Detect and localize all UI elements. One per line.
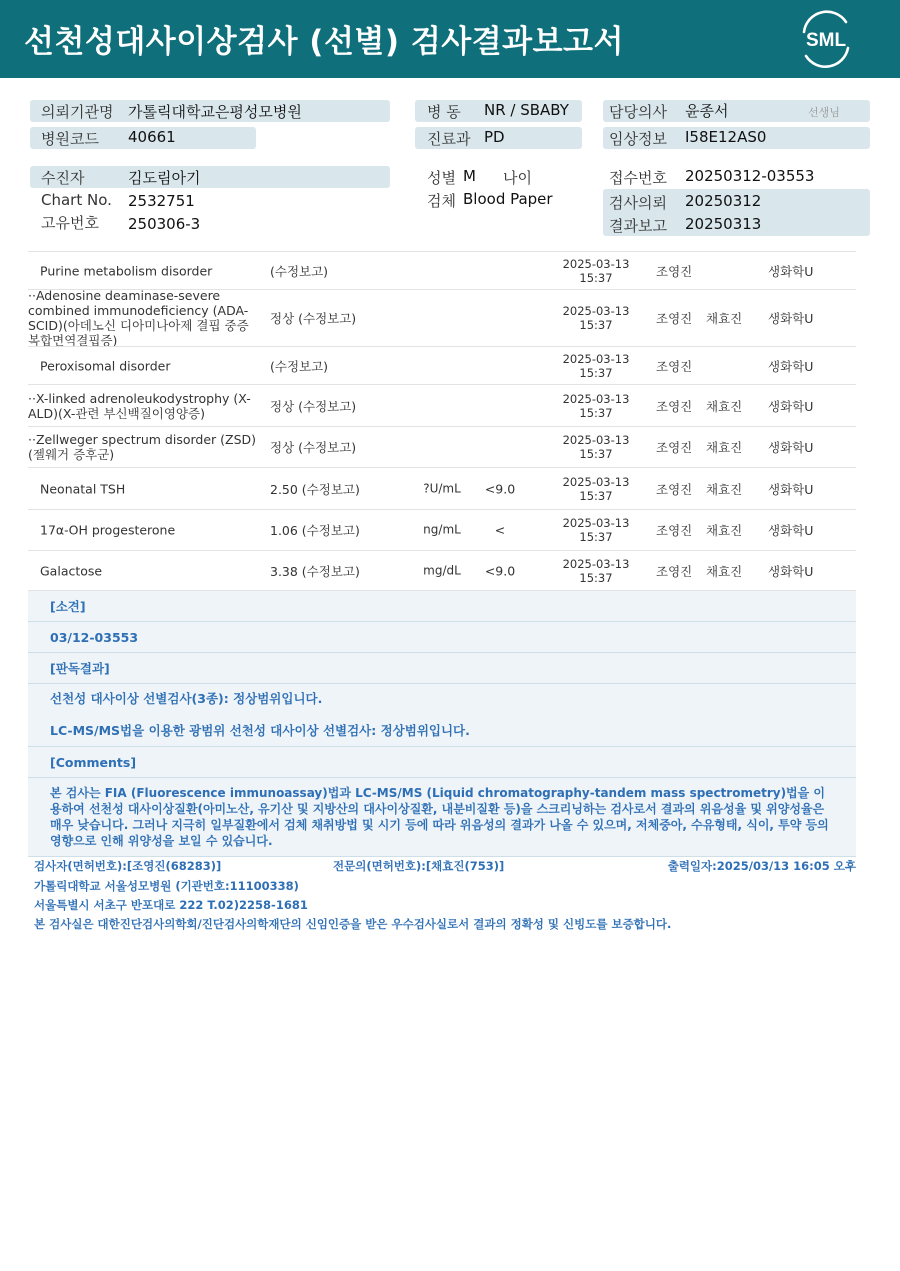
report-datetime: 2025-03-13 15:37 (562, 433, 630, 461)
institution-value: 가톨릭대학교은평성모병원 (128, 103, 302, 121)
tester: 조영진 (656, 358, 693, 374)
logo-text: SML (805, 30, 847, 51)
ward-label: 병 동 (427, 103, 461, 121)
lab-dept: 생화학U (768, 398, 814, 414)
comments-text: 본 검사는 FIA (Fluorescence immunoassay)법과 LC-MS/MS (Liquid chromatography-tandem mass spectrometry)법을 이용하여 선천성 대사이상질환(아미노산, 유기산 및 지방산의 대사이상질환, 내분비질환 등)을 스크리닝하는 검사로서 결과의 위음성율 및 위양성율은 매우 낮습니다. 그러나 지극히 일부질환에서 검체 채취방법 및 시기 등에 따라 위음성의 결과가 나올 수 있으며, 저체중아, 수유형태, 식이, 투약 등의 영향으로 인해 위양성을 보일 수 있습니다. (28, 778, 856, 857)
report-datetime: 2025-03-13 15:37 (562, 391, 630, 420)
test-unit: ?U/mL (423, 481, 461, 495)
clinical-label: 임상정보 (609, 130, 667, 148)
result-row-tsh (28, 467, 856, 509)
result-row-x-ald (28, 384, 856, 426)
judgment-line-1: 선천성 대사이상 선별검사(3종): 정상범위입니다. (50, 691, 323, 706)
hospital-code-value: 40661 (128, 128, 176, 146)
hospital-info: 가톨릭대학교 서울성모병원 (기관번호:11100338) (34, 879, 299, 893)
test-name: Peroxisomal disorder (40, 358, 171, 373)
test-unit: ng/mL (423, 522, 461, 537)
tester: 조영진 (656, 263, 693, 279)
judgment-heading: [판독결과] (28, 653, 856, 684)
report-datetime: 2025-03-13 15:37 (562, 474, 630, 503)
test-result: 정상 (수정보고) (270, 440, 357, 455)
examinee-value: 김도림아기 (128, 169, 201, 187)
request-value: 20250312 (685, 192, 762, 210)
lab-dept: 생화학U (768, 311, 814, 326)
doctor-value: 윤종서 (685, 102, 729, 120)
test-name: ··Adenosine deaminase-severe combined immunodeficiency (ADA-SCID)(아데노신 디아미나아제 결핍 중증 복합면역결핍증) (28, 288, 249, 348)
test-name: 17α-OH progesterone (40, 522, 176, 538)
test-result: (수정보고) (270, 358, 329, 374)
reviewer: 채효진 (706, 563, 743, 579)
certification-statement: 본 검사실은 대한진단검사의학회/진단검사의학재단의 신임인증을 받은 우수검사실로서 결과의 정확성 및 신빙도를 보증합니다. (34, 917, 672, 931)
request-label: 검사의뢰 (609, 194, 667, 212)
tester: 조영진 (656, 398, 693, 414)
specimen-label: 검체 (427, 192, 456, 210)
test-name: Neonatal TSH (40, 481, 126, 496)
dept-label: 진료과 (427, 130, 471, 148)
reviewer: 채효진 (706, 440, 743, 455)
unique-no-label: 고유번호 (41, 214, 99, 232)
comments-heading: [Comments] (28, 747, 856, 778)
chart-no-value: 2532751 (128, 192, 195, 210)
reference-range: <9.0 (484, 481, 516, 496)
interpretation-section (28, 591, 856, 857)
reviewer: 채효진 (706, 311, 743, 326)
receipt-value: 20250312-03553 (685, 167, 815, 185)
dept-value: PD (484, 128, 505, 146)
specimen-value: Blood Paper (463, 190, 553, 208)
doctor-suffix: 선생님 (808, 106, 840, 119)
reviewer: 채효진 (706, 523, 743, 538)
sex-value: M (463, 167, 476, 185)
hospital-address: 서울특별시 서초구 반포대로 222 T.02)2258-1681 (34, 898, 308, 912)
test-name: Galactose (40, 563, 103, 578)
report-datetime: 2025-03-13 15:37 (562, 256, 630, 285)
result-row-peroxisomal (28, 346, 856, 384)
findings-heading: [소견] (28, 591, 856, 622)
specialist-info: 전문의(면허번호):[채효진(753)] (333, 859, 505, 873)
ward-value: NR / SBABY (484, 101, 569, 119)
lab-dept: 생화학U (768, 481, 814, 497)
result-row-zsd (28, 426, 856, 467)
report-label: 결과보고 (609, 217, 667, 235)
lab-dept: 생화학U (768, 263, 814, 279)
tester: 조영진 (656, 563, 693, 579)
chart-no-label: Chart No. (41, 191, 112, 209)
result-row-ada-scid (28, 289, 856, 346)
judgment-text (28, 684, 856, 747)
print-date: 출력일자:2025/03/13 16:05 오후 (667, 859, 856, 873)
reference-range: < (494, 522, 506, 538)
lab-dept: 생화학U (768, 440, 814, 455)
clinical-value: I58E12AS0 (685, 128, 767, 146)
test-result: 정상 (수정보고) (270, 398, 357, 414)
test-name: ··Zellweger spectrum disorder (ZSD)(젤웨거 증후군) (28, 432, 257, 462)
report-datetime: 2025-03-13 15:37 (562, 304, 630, 332)
results-table (28, 251, 856, 591)
test-result: 3.38 (수정보고) (270, 563, 360, 579)
report-header (0, 0, 900, 78)
sex-label: 성별 (427, 169, 456, 187)
lab-dept: 생화학U (768, 563, 814, 579)
sml-logo (796, 10, 856, 68)
hospital-code-label: 병원코드 (41, 130, 99, 148)
test-result: (수정보고) (270, 263, 329, 279)
reviewer: 채효진 (706, 398, 743, 414)
result-row-galactose (28, 550, 856, 591)
result-row-17oh (28, 509, 856, 550)
test-name: Purine metabolism disorder (40, 263, 213, 278)
unique-no-value: 250306-3 (128, 215, 201, 233)
report-title: 선천성대사이상검사 (선별) 검사결과보고서 (24, 24, 624, 60)
test-result: 2.50 (수정보고) (270, 481, 360, 497)
examinee-label: 수진자 (41, 169, 85, 187)
tester: 조영진 (656, 440, 693, 455)
lab-dept: 생화학U (768, 358, 814, 374)
tester: 조영진 (656, 311, 693, 326)
report-value: 20250313 (685, 215, 762, 233)
report-datetime: 2025-03-13 15:37 (562, 351, 630, 380)
findings-id: 03/12-03553 (28, 622, 856, 653)
doctor-label: 담당의사 (609, 103, 667, 121)
lab-dept: 생화학U (768, 523, 814, 538)
reference-range: <9.0 (484, 563, 516, 578)
test-name: ··X-linked adrenoleukodystrophy (X-ALD)(X-관련 부신백질이영양증) (28, 390, 251, 421)
tester: 조영진 (656, 481, 693, 497)
receipt-label: 접수번호 (609, 169, 667, 187)
test-unit: mg/dL (423, 563, 461, 577)
institution-label: 의뢰기관명 (41, 103, 114, 121)
report-datetime: 2025-03-13 15:37 (562, 556, 630, 585)
judgment-line-2: LC-MS/MS법을 이용한 광범위 선천성 대사이상 선별검사: 정상범위입니다. (50, 723, 470, 738)
test-result: 1.06 (수정보고) (270, 523, 360, 538)
test-result: 정상 (수정보고) (270, 311, 357, 326)
tester: 조영진 (656, 523, 693, 538)
reviewer: 채효진 (706, 481, 743, 497)
examiner-info: 검사자(면허번호):[조영진(68283)] (34, 859, 222, 873)
age-label: 나이 (503, 169, 532, 187)
report-datetime: 2025-03-13 15:37 (562, 516, 630, 544)
result-row-purine (28, 251, 856, 289)
